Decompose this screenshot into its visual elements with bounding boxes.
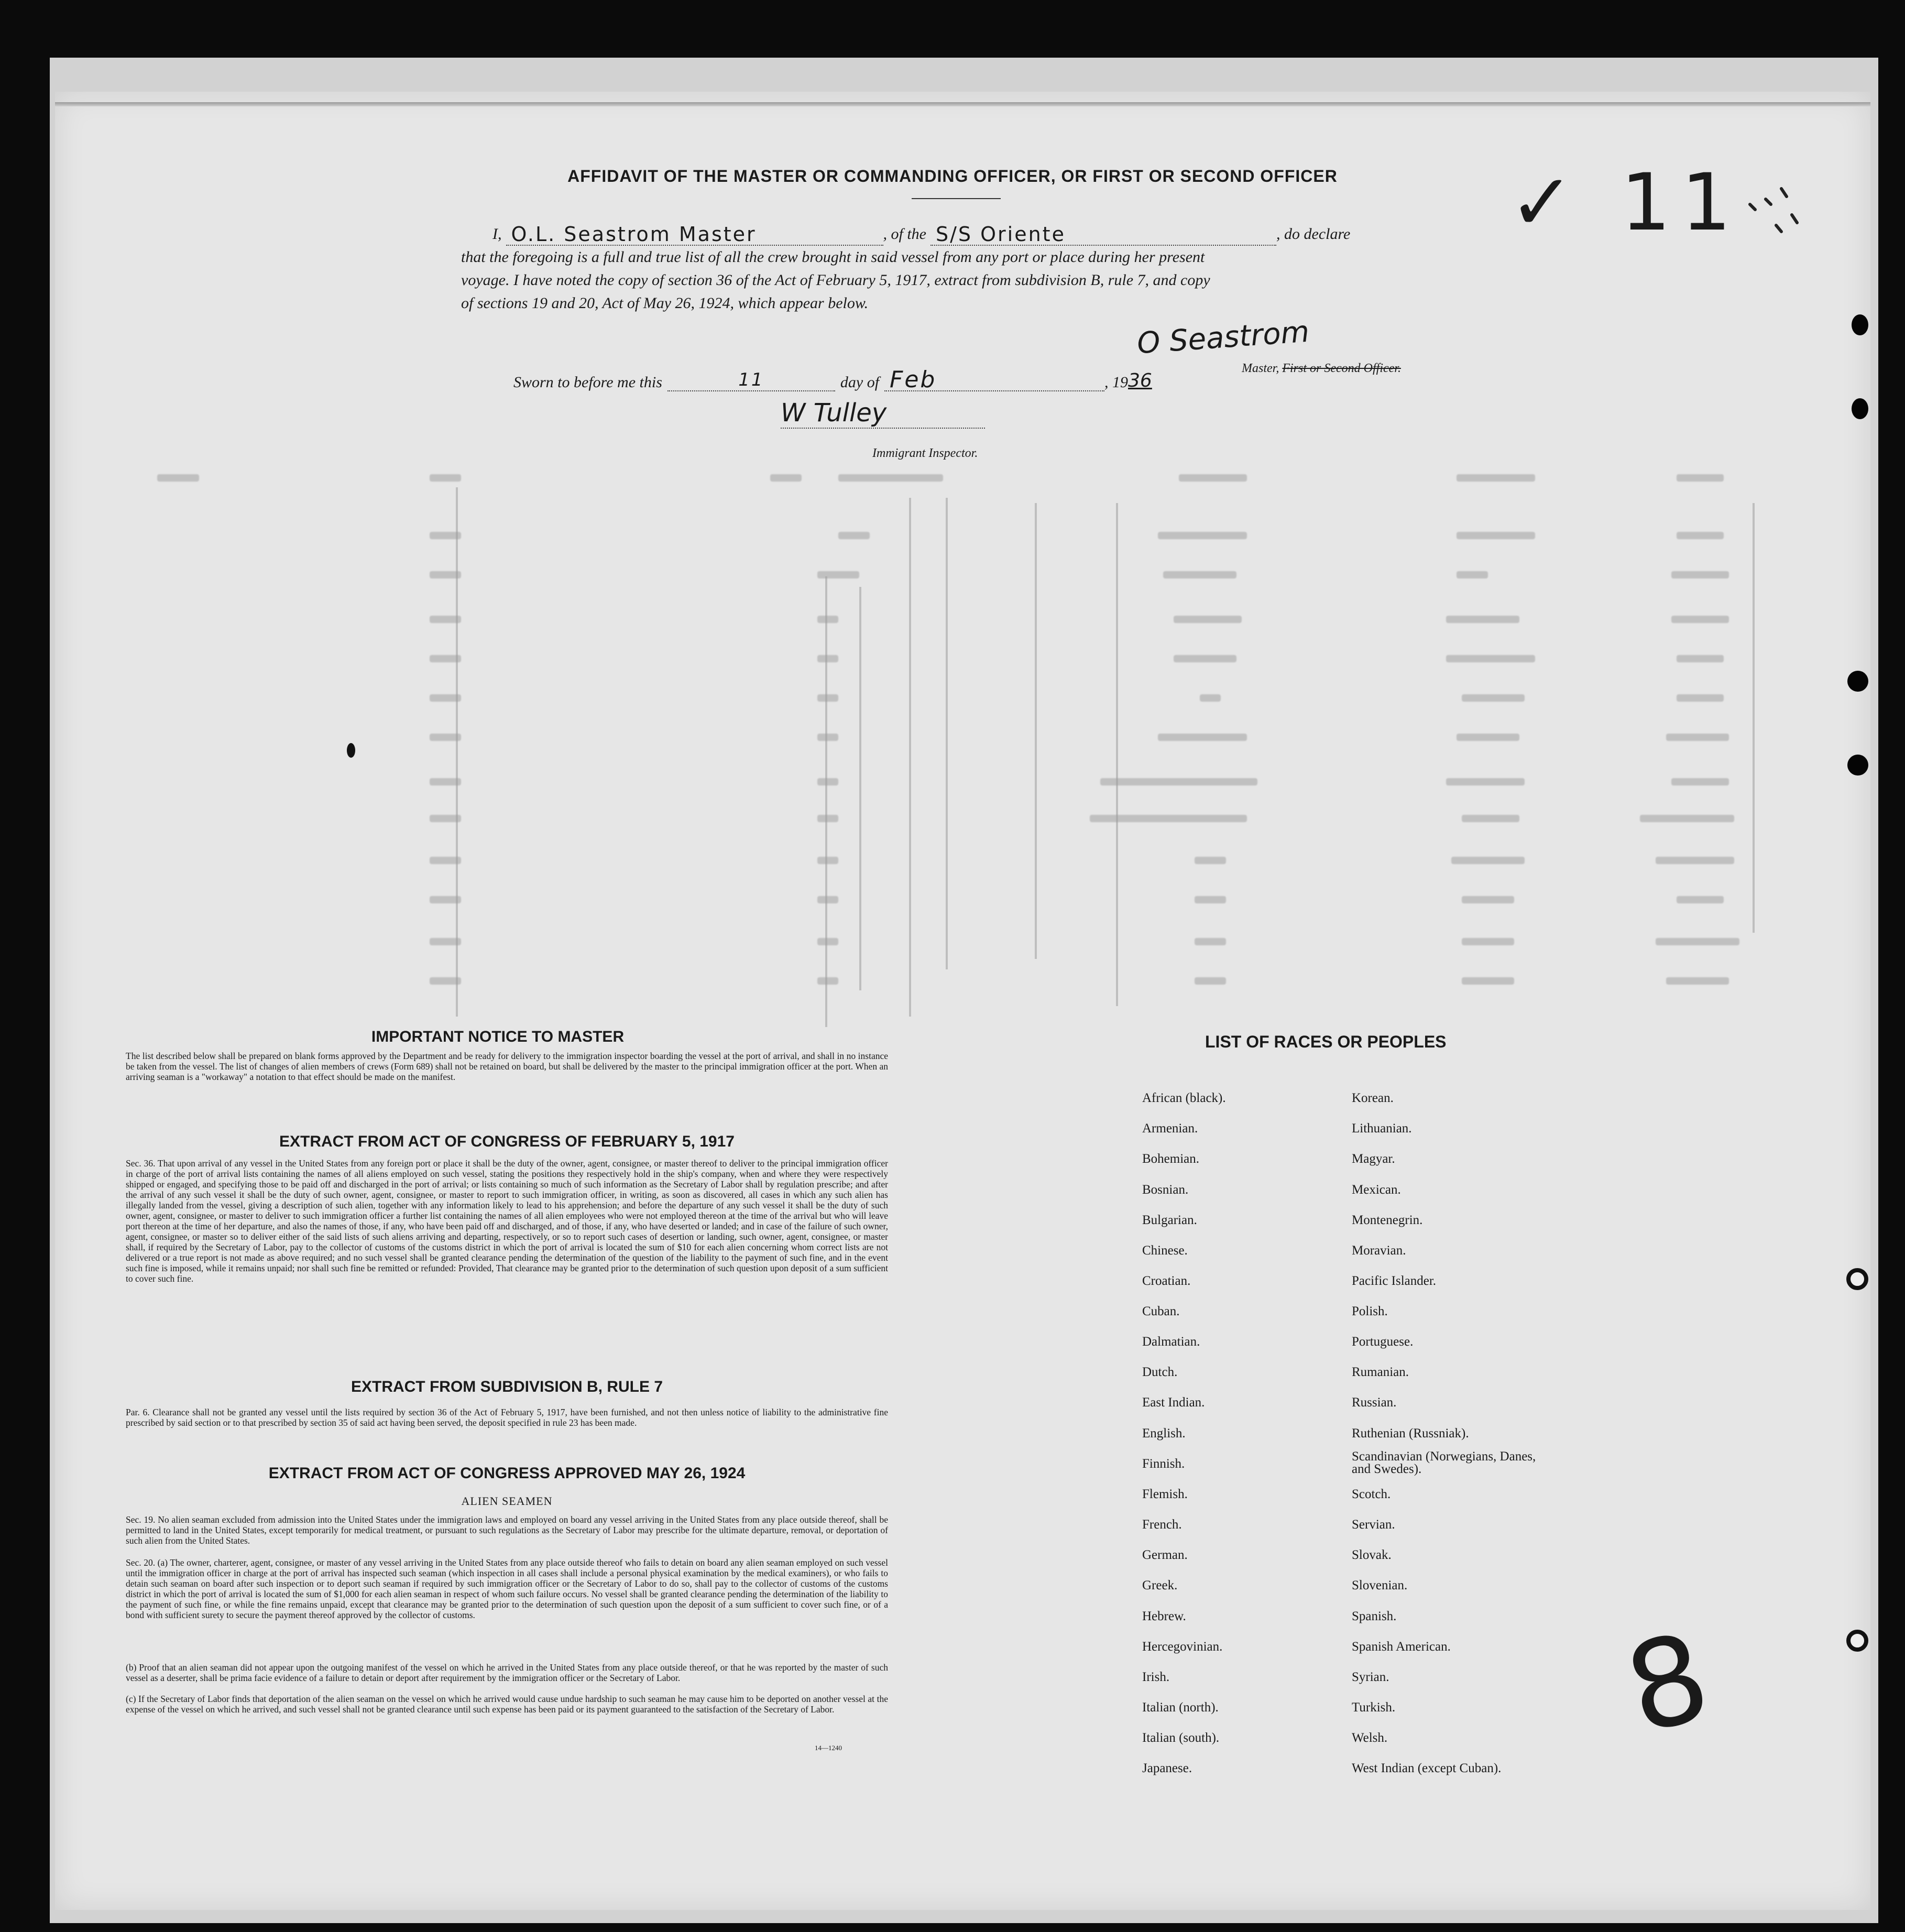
extract-1917-title: EXTRACT FROM ACT OF CONGRESS OF FEBRUARY 5, 1917 <box>279 1133 735 1150</box>
ghost-column-line <box>1116 503 1118 1006</box>
race-item: Cuban. <box>1142 1304 1180 1318</box>
race-item: Greek. <box>1142 1578 1178 1592</box>
race-item: Spanish. <box>1352 1609 1397 1623</box>
sworn-day: 11 <box>667 369 835 391</box>
race-item: Bohemian. <box>1142 1152 1200 1166</box>
race-item: Spanish American. <box>1352 1640 1451 1654</box>
race-item: Dutch. <box>1142 1365 1178 1379</box>
race-item: Flemish. <box>1142 1487 1188 1501</box>
race-item: Finnish. <box>1142 1457 1185 1471</box>
punch-hole <box>1852 314 1868 335</box>
extract-1924-sec20c: (c) If the Secretary of Labor finds that deportation of the alien seaman on the vessel on which he arrived would cause undue hardship to such seaman he may cause him to be deported on another vessel at the expense of the vessel on which he arrived, and such vessel shall not be granted clearance until such expense has been paid or its payment guaranteed to the satisfaction of the Secretary of Labor. <box>126 1694 888 1715</box>
extract-1924-sec19: Sec. 19. No alien seaman excluded from admission into the United States under the immigration laws and employed on board any vessel arriving in the United States from any place outside thereof, shall be permitted to land in the United States, except temporarily for medical treatment, or pursuant to such regulations as the Secretary of Labor may prescribe for the ultimate departure, removal, or deportation of such alien from the United States. <box>126 1514 888 1546</box>
ghost-row <box>157 655 1755 676</box>
race-item: Slovenian. <box>1352 1578 1408 1592</box>
punch-hole <box>1846 1268 1868 1290</box>
race-item: Turkish. <box>1352 1700 1396 1715</box>
fold-line <box>55 102 1870 106</box>
race-item: Bulgarian. <box>1142 1213 1197 1227</box>
race-item: Italian (south). <box>1142 1731 1220 1745</box>
ghost-row <box>157 938 1755 959</box>
ghost-row <box>157 474 1755 495</box>
punch-hole <box>1847 755 1868 776</box>
declaration-line <box>461 223 1504 246</box>
race-item: West Indian (except Cuban). <box>1352 1761 1502 1775</box>
document-page <box>55 92 1870 1910</box>
punch-hole <box>1852 398 1868 419</box>
i-label: I, <box>492 225 502 243</box>
signer-title <box>1242 362 1401 376</box>
race-item: Portuguese. <box>1352 1335 1414 1349</box>
race-item: Dalmatian. <box>1142 1335 1200 1349</box>
ghost-row <box>157 977 1755 998</box>
notice-title: IMPORTANT NOTICE TO MASTER <box>371 1028 625 1045</box>
race-item: Croatian. <box>1142 1274 1191 1288</box>
punch-hole <box>1847 671 1868 692</box>
race-item: French. <box>1142 1518 1182 1532</box>
race-item: Welsh. <box>1352 1731 1388 1745</box>
race-item: Hercegovinian. <box>1142 1640 1223 1654</box>
race-item: Chinese. <box>1142 1243 1188 1258</box>
ghost-row <box>157 896 1755 917</box>
race-item: Armenian. <box>1142 1121 1198 1136</box>
inspector-label: Immigrant Inspector. <box>872 446 978 460</box>
race-item: Ruthenian (Russniak). <box>1352 1426 1469 1440</box>
year-suffix: 36 <box>1128 370 1152 391</box>
race-item: Russian. <box>1352 1395 1397 1410</box>
ghost-row <box>157 571 1755 592</box>
ghost-row <box>157 694 1755 715</box>
declarant-name: O.L. Seastrom Master <box>506 224 883 246</box>
race-item: English. <box>1142 1426 1186 1440</box>
inspector-signature: W Tulley <box>781 398 985 429</box>
extract-1924-subtitle: ALIEN SEAMEN <box>461 1494 553 1508</box>
race-item: African (black). <box>1142 1091 1226 1105</box>
extract-1917-text: Sec. 36. That upon arrival of any vessel in the United States from any foreign port or place it shall be the duty of the owner, agent, consignee, or master thereof to deliver to the principal immigration officer in charge of the port of arrival lists containing the names of all aliens employed on such vessel, stating the positions they respectively hold in the ship's company, when and where they were respectively shipped or engaged, and specifying those to be paid off and discharged in the port of arrival; or lists containing so much of such information as the Secretary of Labor shall by regulation prescribe; and after the arrival of any such vessel it shall be the duty of such owner, agent, consignee, or master to report to such immigration officer, in writing, as soon as discovered, all cases in which any such alien has illegally landed from the vessel, giving a description of such alien, together with any information likely to lead to his apprehension; and before the departure of any such vessel it shall be the duty of such owner, agent, consignee, or master to deliver to such immigration officer a further list containing the names of all alien employees who were not employed thereon at the time of the arrival but who will leave port thereon at the time of her departure, and also the names of those, if any, who have been paid off and discharged, and of those, if any, who have deserted or landed; and in case of the failure of such owner, agent, consignee, or master so to deliver either of the said lists of such aliens arriving and departing, respectively, or so to report such cases of desertion or landing, such owner, agent, consignee, or master shall, if required by the Secretary of Labor, pay to the collector of customs of the customs district in which the port of arrival is located the sum of $10 for each alien concerning whom correct lists are not delivered or a true report is not made as above required; and no such vessel shall be granted clearance pending the determination of the question of the liability to the payment of such fine, and in the event such fine is imposed, while it remains unpaid; nor shall such fine be remitted or refunded: Provided, That clearance may be granted prior to the determination of such question upon deposit of a sum sufficient to cover such fine. <box>126 1158 888 1284</box>
race-item: East Indian. <box>1142 1395 1205 1410</box>
race-item: Scotch. <box>1352 1487 1391 1501</box>
ghost-column-line <box>909 498 911 1017</box>
notice-text: The list described below shall be prepared on blank forms approved by the Department and be ready for delivery to the immigration inspector boarding the vessel at the port of arrival, and shall in no instance be taken from the vessel. The list of changes of alien members of crews (Form 689) shall not be retained on board, but shall be delivered by the master to the principal immigration officer at the port. When an arriving seaman is a "workaway" a notation to that effect should be made on the manifest. <box>126 1051 888 1082</box>
form-number: 14—1240 <box>815 1744 842 1752</box>
sworn-line <box>513 366 1152 393</box>
ghost-row <box>157 734 1755 755</box>
checkmark-annotation: ✓ 11 <box>1509 157 1742 248</box>
race-item: Lithuanian. <box>1352 1121 1412 1136</box>
race-item: Hebrew. <box>1142 1609 1186 1623</box>
sworn-month: Feb <box>884 369 1104 391</box>
ghost-row <box>157 532 1755 553</box>
ghost-row <box>157 616 1755 637</box>
race-item: Magyar. <box>1352 1152 1395 1166</box>
year-prefix: , 19 <box>1104 374 1129 391</box>
ghost-column-line <box>825 576 827 1027</box>
race-item: Pacific Islander. <box>1352 1274 1437 1288</box>
punch-hole <box>1846 1630 1868 1652</box>
ghost-row <box>157 857 1755 878</box>
race-item: Mexican. <box>1352 1183 1401 1197</box>
extract-rule7-text: Par. 6. Clearance shall not be granted any vessel until the lists required by section 36 of the Act of February 5, 1917, have been furnished, and not then unless notice of liability to the administrative fine prescribed by said section or to that prescribed by section 35 of said act having been served, the deposit specified in rule 23 has been made. <box>126 1407 888 1428</box>
race-item: Syrian. <box>1352 1670 1389 1684</box>
title-divider <box>912 198 1001 199</box>
race-item: Slovak. <box>1352 1548 1392 1562</box>
master-signature: O Seastrom <box>1136 314 1311 361</box>
do-declare-label: , do declare <box>1276 225 1351 243</box>
race-item: Irish. <box>1142 1670 1170 1684</box>
extract-1924-title: EXTRACT FROM ACT OF CONGRESS APPROVED MAY 26, 1924 <box>268 1465 746 1482</box>
races-title: LIST OF RACES OR PEOPLES <box>1205 1032 1447 1051</box>
race-item: Servian. <box>1352 1518 1395 1532</box>
day-of-label: day of <box>840 374 880 391</box>
page-count-annotation: 8 <box>1612 1606 1723 1762</box>
sworn-label: Sworn to before me this <box>513 374 662 391</box>
race-item: German. <box>1142 1548 1188 1562</box>
ghost-column-line <box>859 587 861 990</box>
affidavit-title: AFFIDAVIT OF THE MASTER OR COMMANDING OFFICER, OR FIRST OR SECOND OFFICER <box>567 167 1338 185</box>
race-item: Scandinavian (Norwegians, Danes, and Swedes). <box>1352 1449 1536 1476</box>
extract-1924-sec20b: (b) Proof that an alien seaman did not appear upon the outgoing manifest of the vessel on which he arrived in the United States from any place outside thereof, or that he was reported by the master of such vessel as a deserter, shall be prima facie evidence of a failure to detain or deport after requirement by the immigration officer or the Secretary of Labor. <box>126 1662 888 1683</box>
ghost-column-line <box>946 498 948 969</box>
ghost-column-line <box>456 487 458 1017</box>
ghost-column-line <box>1753 503 1755 933</box>
declaration-text-1: that the foregoing is a full and true list of all the crew brought in said vessel from any port or place during her present <box>461 248 1205 266</box>
vessel-name: S/S Oriente <box>930 224 1276 246</box>
race-item: Korean. <box>1352 1091 1394 1105</box>
ghost-row <box>157 815 1755 836</box>
of-the-label: , of the <box>883 225 926 243</box>
affidavit-body <box>461 223 1504 315</box>
ghost-column-line <box>1035 503 1037 959</box>
race-item: Rumanian. <box>1352 1365 1409 1379</box>
race-item: Japanese. <box>1142 1761 1192 1775</box>
race-item: Polish. <box>1352 1304 1388 1318</box>
extract-1924-sec20a: Sec. 20. (a) The owner, charterer, agent, consignee, or master of any vessel arriving in the United States from any place outside thereof who fails to detain on board any alien seaman employed on such vessel until the immigration officer in charge at the port of arrival has inspected such seaman (which inspection in all cases shall include a personal physical examination by the medical examiners), or who fails to detain such seaman on board after such inspection or to deport such seaman if required by such immigration officer or the Secretary of Labor to do so, shall pay to the collector of customs of the customs district in which the port of arrival is located the sum of $1,000 for each alien seaman in respect of whom such failure occurs. No vessel shall be granted clearance pending the determination of the liability to the payment of such fine, or while the fine remains unpaid, except that clearance may be granted prior to the determination of such question upon the deposit of a sum sufficient to cover such fine, or of a bond with sufficient surety to secure the payment thereof approved by the collector of customs. <box>126 1557 888 1620</box>
race-item: Montenegrin. <box>1352 1213 1423 1227</box>
race-item: Italian (north). <box>1142 1700 1219 1715</box>
declaration-text-3: of sections 19 and 20, Act of May 26, 1924, which appear below. <box>461 294 869 312</box>
race-item: Moravian. <box>1352 1243 1406 1258</box>
race-item: Bosnian. <box>1142 1183 1189 1197</box>
ghost-row <box>157 778 1755 799</box>
extract-rule7-title: EXTRACT FROM SUBDIVISION B, RULE 7 <box>351 1378 663 1395</box>
signer-title-master: Master, <box>1242 362 1279 375</box>
signer-title-struck: First or Second Officer. <box>1282 362 1401 375</box>
tally-marks-icon <box>1745 173 1808 246</box>
declaration-text-2: voyage. I have noted the copy of section 36 of the Act of February 5, 1917, extract from subdivision B, rule 7, and copy <box>461 271 1210 289</box>
ink-blot <box>347 743 355 758</box>
